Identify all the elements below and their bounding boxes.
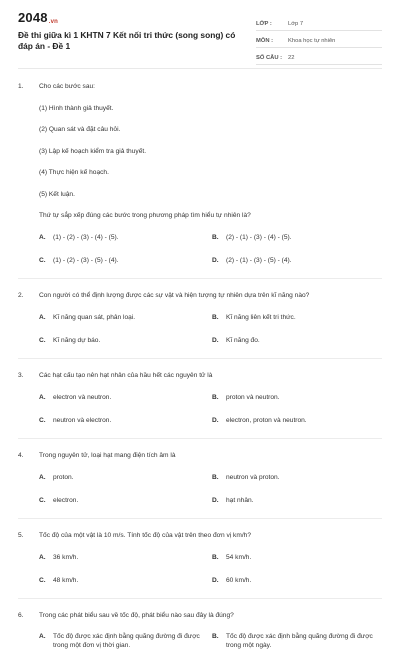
option-text: Kĩ năng đo. — [226, 337, 260, 344]
question-number: 4. — [18, 452, 24, 459]
option-text: 54 km/h. — [226, 554, 252, 561]
option-d[interactable] — [212, 576, 385, 585]
option-letter: A. — [39, 314, 46, 321]
answer-options — [18, 633, 382, 650]
question-divider — [18, 518, 382, 519]
statement: (1) Hình thành giả thuyết. — [39, 104, 114, 112]
logo-suffix: .vn — [48, 19, 59, 25]
option-a[interactable] — [39, 633, 212, 650]
option-d[interactable] — [212, 416, 385, 425]
question-2 — [18, 291, 382, 345]
option-letter: B. — [212, 314, 219, 321]
meta-value: 22 — [288, 55, 295, 61]
option-b[interactable] — [212, 233, 385, 242]
question-text: Các hạt cấu tạo nên hạt nhân của hầu hết các nguyên tử là — [39, 372, 213, 379]
option-d[interactable] — [212, 256, 385, 265]
option-text: hạt nhân. — [226, 497, 254, 504]
document-title: Đề thi giữa kì 1 KHTN 7 Kết nối tri thức (song song) có đáp án - Đề 1 — [18, 30, 236, 51]
statement: (2) Quan sát và đặt câu hỏi. — [39, 126, 121, 133]
option-text: electron và neutron. — [53, 394, 112, 401]
option-c[interactable] — [39, 336, 212, 345]
page-header — [18, 10, 382, 60]
option-letter: A. — [39, 474, 46, 481]
option-text: (2) - (1) - (3) - (4) - (5). — [226, 234, 292, 241]
option-a[interactable] — [39, 313, 212, 322]
option-b[interactable] — [212, 473, 385, 482]
question-5 — [18, 531, 382, 585]
question-text: Trong nguyên tử, loại hạt mang điện tích âm là — [39, 452, 176, 459]
answer-options — [18, 393, 382, 425]
option-a[interactable] — [39, 553, 212, 562]
option-text: 36 km/h. — [53, 554, 79, 561]
option-letter: C. — [39, 497, 46, 504]
statement: (4) Thực hiện kế hoạch. — [39, 169, 109, 176]
question-4 — [18, 451, 382, 505]
option-d[interactable] — [212, 496, 385, 505]
question-divider — [18, 438, 382, 439]
question-prompt: Thứ tự sắp xếp đúng các bước trong phương pháp tìm hiểu tự nhiên là? — [39, 212, 251, 219]
logo-text: 2048 — [18, 10, 48, 25]
option-text: Tốc độ được xác định bằng quãng đường đi được trong một ngày. — [226, 633, 373, 649]
option-text: Kĩ năng liên kết tri thức. — [226, 314, 296, 321]
option-letter: B. — [212, 394, 219, 401]
header-divider — [18, 68, 382, 69]
meta-value: Lớp 7 — [288, 21, 304, 27]
option-letter: D. — [212, 257, 219, 264]
meta-row-class — [256, 18, 382, 31]
question-text: Con người có thể định lượng được các sự vật và hiện tượng tự nhiên dựa trên kĩ năng nào? — [39, 292, 310, 299]
option-text: proton. — [53, 474, 74, 481]
answer-options — [18, 473, 382, 505]
option-text: (1) - (2) - (3) - (5) - (4). — [53, 257, 119, 264]
option-text: 48 km/h. — [53, 577, 79, 584]
question-number: 2. — [18, 292, 24, 299]
option-a[interactable] — [39, 473, 212, 482]
option-letter: D. — [212, 497, 219, 504]
meta-row-question-count — [256, 52, 382, 65]
option-letter: B. — [212, 234, 219, 241]
question-text: Tốc độ của một vật là 10 m/s. Tính tốc độ của vật trên theo đơn vị km/h? — [39, 532, 252, 539]
meta-row-subject — [256, 35, 382, 48]
option-b[interactable] — [212, 633, 385, 650]
option-text: Kĩ năng quan sát, phân loại. — [53, 314, 136, 321]
answer-options — [18, 553, 382, 585]
option-c[interactable] — [39, 256, 212, 265]
option-letter: C. — [39, 577, 46, 584]
option-text: Kĩ năng dự báo. — [53, 337, 101, 344]
question-number: 1. — [18, 83, 24, 90]
option-letter: D. — [212, 577, 219, 584]
option-letter: A. — [39, 234, 46, 241]
statement: (5) Kết luận. — [39, 190, 75, 198]
answer-options — [18, 233, 382, 265]
option-text: neutron và electron. — [53, 417, 112, 424]
option-d[interactable] — [212, 336, 385, 345]
option-letter: B. — [212, 554, 219, 561]
option-a[interactable] — [39, 393, 212, 402]
document-meta — [256, 18, 382, 69]
question-3 — [18, 371, 382, 425]
option-letter: C. — [39, 337, 46, 344]
option-letter: A. — [39, 633, 46, 640]
option-text: (1) - (2) - (3) - (4) - (5). — [53, 234, 119, 241]
question-number: 6. — [18, 612, 24, 619]
question-text: Cho các bước sau: — [39, 83, 96, 90]
answer-options — [18, 313, 382, 345]
question-number: 3. — [18, 372, 24, 379]
option-letter: C. — [39, 257, 46, 264]
option-c[interactable] — [39, 576, 212, 585]
meta-key: LỚP : — [256, 21, 272, 27]
question-divider — [18, 278, 382, 279]
question-list — [18, 82, 382, 650]
option-b[interactable] — [212, 313, 385, 322]
option-text: proton và neutron. — [226, 394, 280, 401]
option-letter: B. — [212, 633, 219, 640]
option-text: electron. — [53, 497, 79, 504]
option-c[interactable] — [39, 496, 212, 505]
option-c[interactable] — [39, 416, 212, 425]
statement: (3) Lập kế hoạch kiểm tra giả thuyết. — [39, 147, 147, 155]
option-text: neutron và proton. — [226, 474, 280, 481]
site-logo[interactable] — [18, 10, 58, 25]
option-letter: D. — [212, 417, 219, 424]
question-6 — [18, 611, 382, 650]
question-text: Trong các phát biểu sau về tốc độ, phát biểu nào sau đây là đúng? — [39, 612, 234, 619]
option-text: electron, proton và neutron. — [226, 417, 307, 424]
option-letter: A. — [39, 554, 46, 561]
question-divider — [18, 598, 382, 599]
meta-key: SỐ CÂU : — [256, 55, 283, 61]
option-b[interactable] — [212, 553, 385, 562]
option-text: 60 km/h. — [226, 577, 252, 584]
option-letter: B. — [212, 474, 219, 481]
meta-key: MÔN : — [256, 38, 274, 44]
option-letter: D. — [212, 337, 219, 344]
option-letter: A. — [39, 394, 46, 401]
option-a[interactable] — [39, 233, 212, 242]
question-number: 5. — [18, 532, 24, 539]
option-text: (2) - (1) - (3) - (5) - (4). — [226, 257, 292, 264]
question-1 — [18, 82, 382, 265]
option-text: Tốc độ được xác định bằng quãng đường đi được trong một đơn vị thời gian. — [53, 633, 200, 649]
meta-value: Khoa học tự nhiên — [288, 38, 336, 44]
question-divider — [18, 358, 382, 359]
option-b[interactable] — [212, 393, 385, 402]
option-letter: C. — [39, 417, 46, 424]
